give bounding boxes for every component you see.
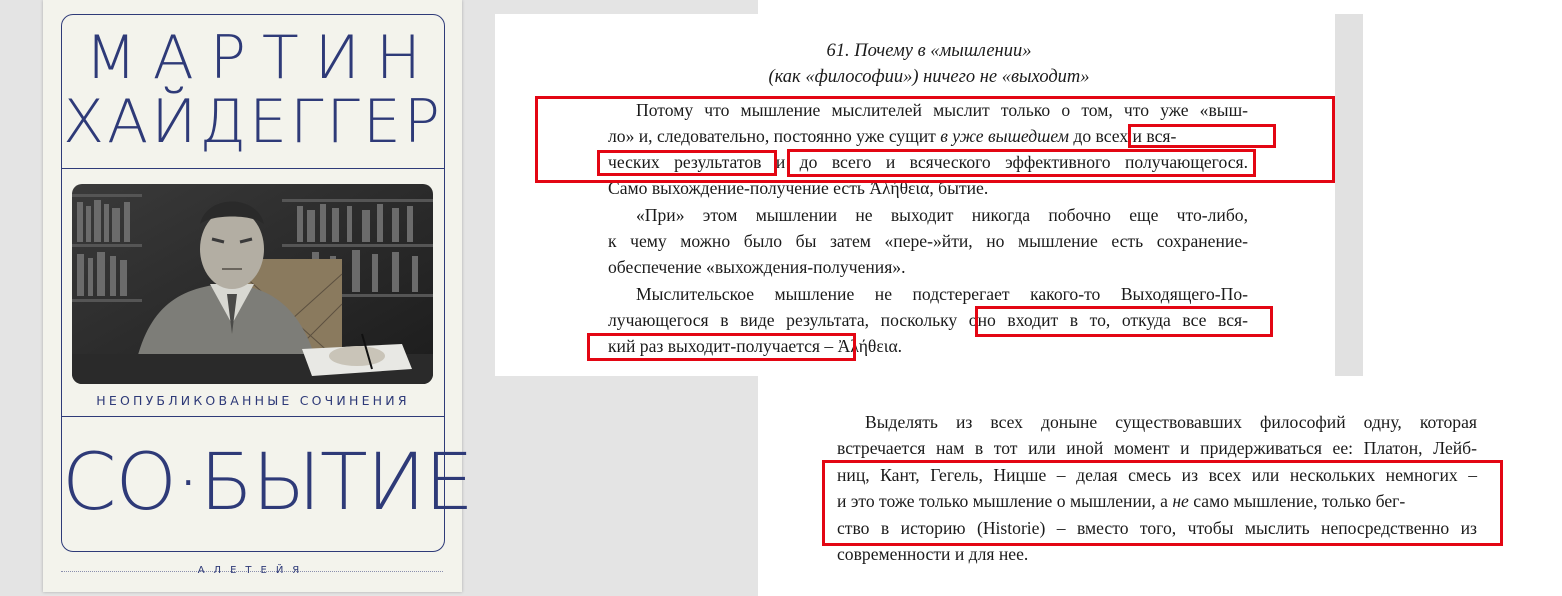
text-segment: ло» и, следовательно, постоянно уже сущит: [608, 126, 941, 146]
highlight-box: [787, 149, 1256, 177]
highlight-box: [1128, 124, 1276, 148]
text-line: Мыслительское мышление не подстерегает какого-то Выходящего-По-: [636, 284, 1248, 304]
portrait-image: [72, 184, 433, 384]
author-photo: [72, 184, 433, 384]
cover-subtitle: НЕОПУБЛИКОВАННЫЕ СОЧИНЕНИЯ: [96, 393, 410, 408]
text-line: обеспечение «выхождения-получения».: [608, 257, 906, 277]
text-line: современности и для нее.: [837, 544, 1029, 564]
cover-divider: [62, 168, 444, 169]
section-heading-line: (как «философии») ничего не «выходит»: [768, 67, 1090, 87]
text-line: ческих результатов и до всего и всяческого эффективного получающегося.: [608, 152, 1248, 172]
highlight-box: [822, 460, 1503, 546]
text-line: ство в историю (Historie) – вместо того, чтобы мыслить непосредственно из: [837, 518, 1477, 538]
highlight-box: [975, 306, 1273, 337]
text-line: Само выхождение-получение есть Ἀλήθεια, бытие.: [608, 178, 989, 198]
cover-book-title: СО·БЫТИЕ: [62, 438, 473, 528]
text-line: Потому что мышление мыслителей мыслит только о том, что уже «выш-: [636, 100, 1248, 120]
book-cover: [43, 0, 473, 592]
cover-publisher: АЛЕТЕЙЯ: [197, 565, 309, 576]
text-line: ниц, Кант, Гегель, Ницше – делая смесь из всех или нескольких немногих –: [837, 465, 1477, 485]
text-line: встречается нам в тот или иной момент и придерживаться ее: Платон, Лейб-: [837, 438, 1477, 458]
italic-text: в уже вышедшем: [940, 126, 1069, 146]
text-segment: до всех и вся-: [1069, 126, 1177, 146]
text-line: лучающегося в виде результата, поскольку оно входит в то, откуда все вся-: [608, 310, 1248, 330]
text-line: к чему можно было бы затем «пере-»йти, но мышление есть сохранение-: [608, 231, 1248, 251]
text-line: «При» этом мышлении не выходит никогда побочно еще что-либо,: [636, 205, 1248, 225]
text-line: кий раз выходит-получается – Ἀλήθεια.: [608, 336, 903, 356]
text-line: Выделять из всех доныне существовавших философий одну, которая: [865, 412, 1477, 432]
text-segment: само мышление, только бег-: [1188, 491, 1406, 511]
highlight-box: [597, 150, 777, 176]
italic-text: не: [1172, 491, 1189, 511]
section-heading-line: 61. Почему в «мышлении»: [826, 41, 1032, 61]
text-segment: и это тоже только мышление о мышлении, а: [837, 491, 1173, 511]
highlight-box: [587, 333, 856, 361]
cover-author-first-name: МАРТИН: [84, 23, 438, 93]
cover-divider: [62, 416, 444, 417]
cover-author-last-name: ХАЙДЕГГЕР: [63, 87, 443, 157]
